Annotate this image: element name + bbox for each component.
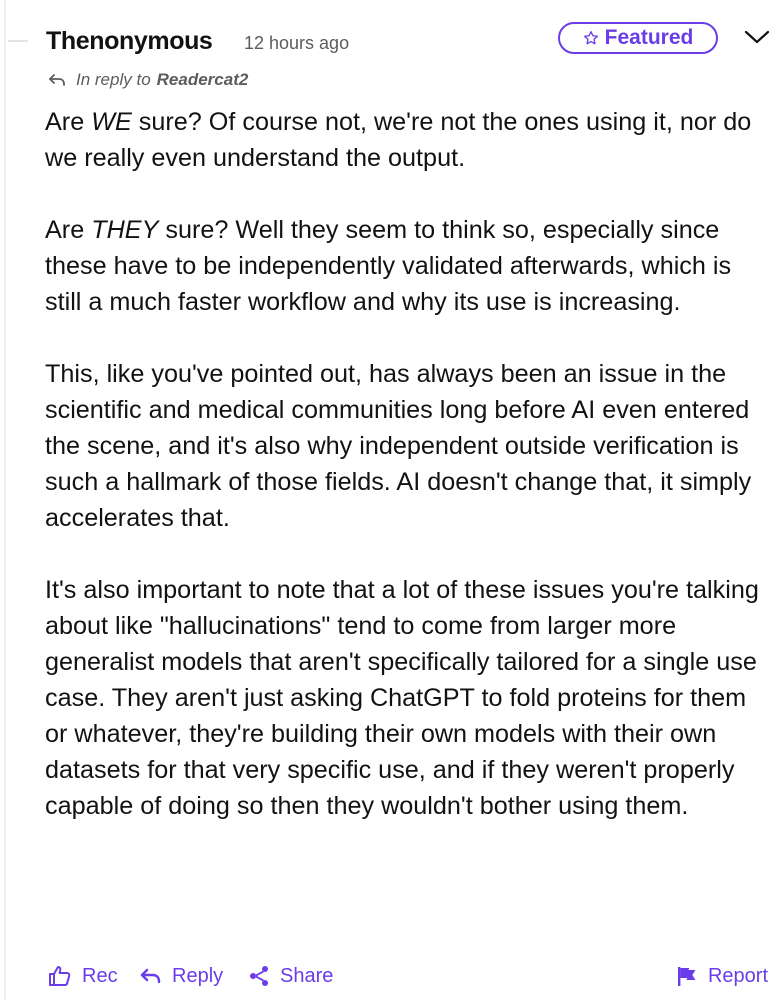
chevron-down-icon: [743, 28, 771, 46]
collapse-button[interactable]: [740, 22, 774, 52]
rec-label: Rec: [82, 964, 118, 987]
comment-paragraph: [45, 212, 765, 320]
paragraph-text: It's also important to note that a lot of these issues you're talking about like "hallucinations" tend to come from larger more generalist models that aren't specifically tailored for a single use case. They aren't just asking ChatGPT to fold proteins for them or whatever, they're building their own models with their own datasets for that very specific use, and if they weren't properly capable of doing so then they wouldn't bother using them.: [45, 576, 759, 820]
paragraph-text: Are: [45, 108, 92, 136]
report-label: Report: [707, 964, 768, 987]
share-button[interactable]: [248, 958, 333, 994]
reply-target-user[interactable]: Readercat2: [156, 70, 249, 89]
flag-icon: [676, 965, 698, 987]
featured-badge-label: Featured: [604, 26, 694, 49]
comment-actions: [48, 958, 768, 994]
thread-connector: [8, 40, 28, 42]
reply-prefix: In reply to: [76, 70, 151, 89]
thumbs-up-icon: [48, 965, 72, 987]
reply-label: Reply: [172, 964, 224, 987]
comment-body: [45, 104, 765, 824]
comment-timestamp[interactable]: 12 hours ago: [244, 33, 350, 53]
share-label: Share: [280, 964, 334, 987]
comment-author[interactable]: Thenonymous: [46, 27, 213, 55]
featured-badge: [558, 22, 718, 54]
reply-arrow-icon: [140, 967, 162, 985]
reply-arrow-icon: [48, 73, 66, 87]
reply-context: [48, 70, 248, 90]
star-outline-icon: [583, 30, 599, 46]
paragraph-text: sure? Well they seem to think so, especially since these have to be independently validated afterwards, which is still a much faster workflow and why its use is increasing.: [45, 216, 732, 316]
comment-paragraph: [45, 356, 765, 536]
comment-paragraph: [45, 104, 765, 176]
paragraph-text: This, like you've pointed out, has always been an issue in the scientific and medical communities long before AI even entered the scene, and it's also why independent outside verification is such a hallmark of those fields. AI doesn't change that, it simply accelerates that.: [45, 360, 752, 532]
emphasized-text: WE: [91, 108, 132, 136]
comment-paragraph: [45, 572, 765, 824]
reply-button[interactable]: [140, 958, 223, 994]
emphasized-text: THEY: [91, 216, 159, 244]
report-button[interactable]: [676, 958, 768, 994]
paragraph-text: Are: [45, 216, 92, 244]
comment-header: [46, 22, 772, 62]
rec-button[interactable]: [48, 958, 118, 994]
paragraph-text: sure? Of course not, we're not the ones using it, nor do we really even understand the output.: [45, 108, 752, 172]
thread-line: [4, 0, 6, 1000]
share-icon: [248, 965, 270, 987]
